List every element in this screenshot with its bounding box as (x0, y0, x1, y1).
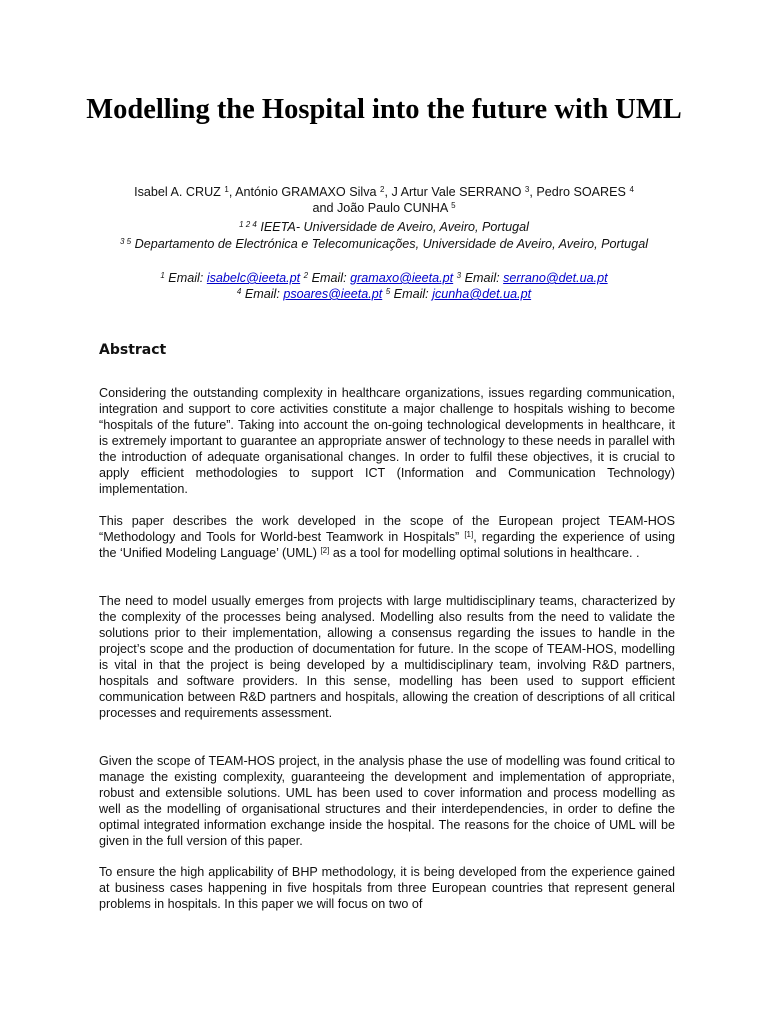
email-link-isabelc[interactable]: isabelc@ieeta.pt (206, 271, 301, 285)
citation-marker: [2] (320, 546, 330, 555)
email-marker: 1 (160, 271, 165, 280)
email-marker: 4 (236, 287, 242, 296)
author-list (100, 184, 668, 216)
author-name: , Pedro SOARES (529, 185, 630, 199)
author-name: , António GRAMAXO Silva (228, 185, 381, 199)
author-affiliation-marker: 1 (224, 185, 229, 194)
email-marker: 3 (456, 271, 462, 280)
abstract-heading: Abstract (99, 342, 167, 358)
abstract-paragraph-1: Considering the outstanding complexity in healthcare organizations, issues regarding communication, integration and support to core activities constitute a major challenge to hospitals wishing to become “hospitals of the future”. Taking into account the on-going technological developments in healthcare, it is extremely important to guarantee an appropriate answer of technology to these needs in parallel with the introduction of adequate organisational changes. In order to fulfil these objectives, it is crucial to apply efficient methodologies to support ICT (Information and Communication Technology) implementation. (99, 386, 675, 496)
email-link-psoares[interactable]: psoares@ieeta.pt (283, 287, 383, 301)
email-label: Email: (241, 287, 284, 301)
affiliation-det (100, 236, 668, 252)
email-label: Email: (308, 271, 351, 285)
citation-marker: [1] (464, 530, 474, 539)
email-label: Email: (390, 287, 433, 301)
affiliation-marker: 1 2 4 (239, 220, 257, 229)
paragraph-text: This paper describes the work developed in the scope of the European project TEAM-HOS “Methodology and Tools for World-best Teamwork in Hospitals” (99, 514, 675, 544)
affiliation-text: IEETA- Universidade de Aveiro, Aveiro, Portugal (256, 220, 529, 234)
email-link-gramaxo[interactable]: gramaxo@ieeta.pt (350, 271, 454, 285)
author-affiliation-marker: 3 (524, 185, 530, 194)
author-affiliation-marker: 5 (451, 201, 456, 210)
email-link-jcunha[interactable]: jcunha@det.ua.pt (432, 287, 532, 301)
email-label: Email: (461, 271, 504, 285)
author-name: and João Paulo CUNHA (312, 201, 452, 215)
affiliation-marker: 3 5 (120, 237, 132, 246)
author-affiliation-marker: 4 (629, 185, 634, 194)
paper-title: Modelling the Hospital into the future with UML (86, 94, 682, 125)
abstract-paragraph-5: To ensure the high applicability of BHP methodology, it is being developed from the experience gained at business cases happening in five hospitals from three European countries that represent general problems in hospitals. In this paper we will focus on two of (99, 865, 675, 911)
abstract-paragraph-4: Given the scope of TEAM-HOS project, in the analysis phase the use of modelling was found critical to manage the existing complexity, guaranteeing the development and implementation of appropriate, robust and extensible solutions. UML has been used to cover information and process modelling as well as the modelling of organisational structures and their interdependencies, in order to define the optimal integrated information exchange inside the hospital. The reasons for the choice of UML will be given in the full version of this paper. (99, 754, 675, 848)
email-marker: 2 (303, 271, 309, 280)
affiliation-ieeta (100, 219, 668, 235)
email-label: Email: (164, 271, 207, 285)
affiliation-text: Departamento de Electrónica e Telecomunicações, Universidade de Aveiro, Aveiro, Portugal (131, 237, 648, 251)
author-affiliation-marker: 2 (380, 185, 385, 194)
abstract-paragraph-2 (99, 513, 675, 561)
email-link-serrano[interactable]: serrano@det.ua.pt (503, 271, 608, 285)
author-name: , J Artur Vale SERRANO (384, 185, 525, 199)
paragraph-text: , regarding the experience of using the ‘Unified Modeling Language’ (UML) (99, 530, 675, 560)
abstract-paragraph-3: The need to model usually emerges from projects with large multidisciplinary teams, characterized by the complexity of the processes being analysed. Modelling also results from the need to validate the solutions prior to their implementation, allowing a consensus regarding the issues to handle in the project’s scope and the production of documentation for future. In the scope of TEAM-HOS, modelling is vital in that the project is being developed by a multidisciplinary team, involving R&D partners, hospitals and software providers. In this sense, modelling has been used to support efficient communication between R&D partners and hospitals, allowing the creation of descriptions of all critical processes and requirements assessment. (99, 594, 675, 720)
paragraph-text: as a tool for modelling optimal solutions in healthcare. . (329, 546, 640, 560)
email-list (100, 270, 668, 302)
email-marker: 5 (385, 287, 391, 296)
author-name: Isabel A. CRUZ (134, 185, 225, 199)
